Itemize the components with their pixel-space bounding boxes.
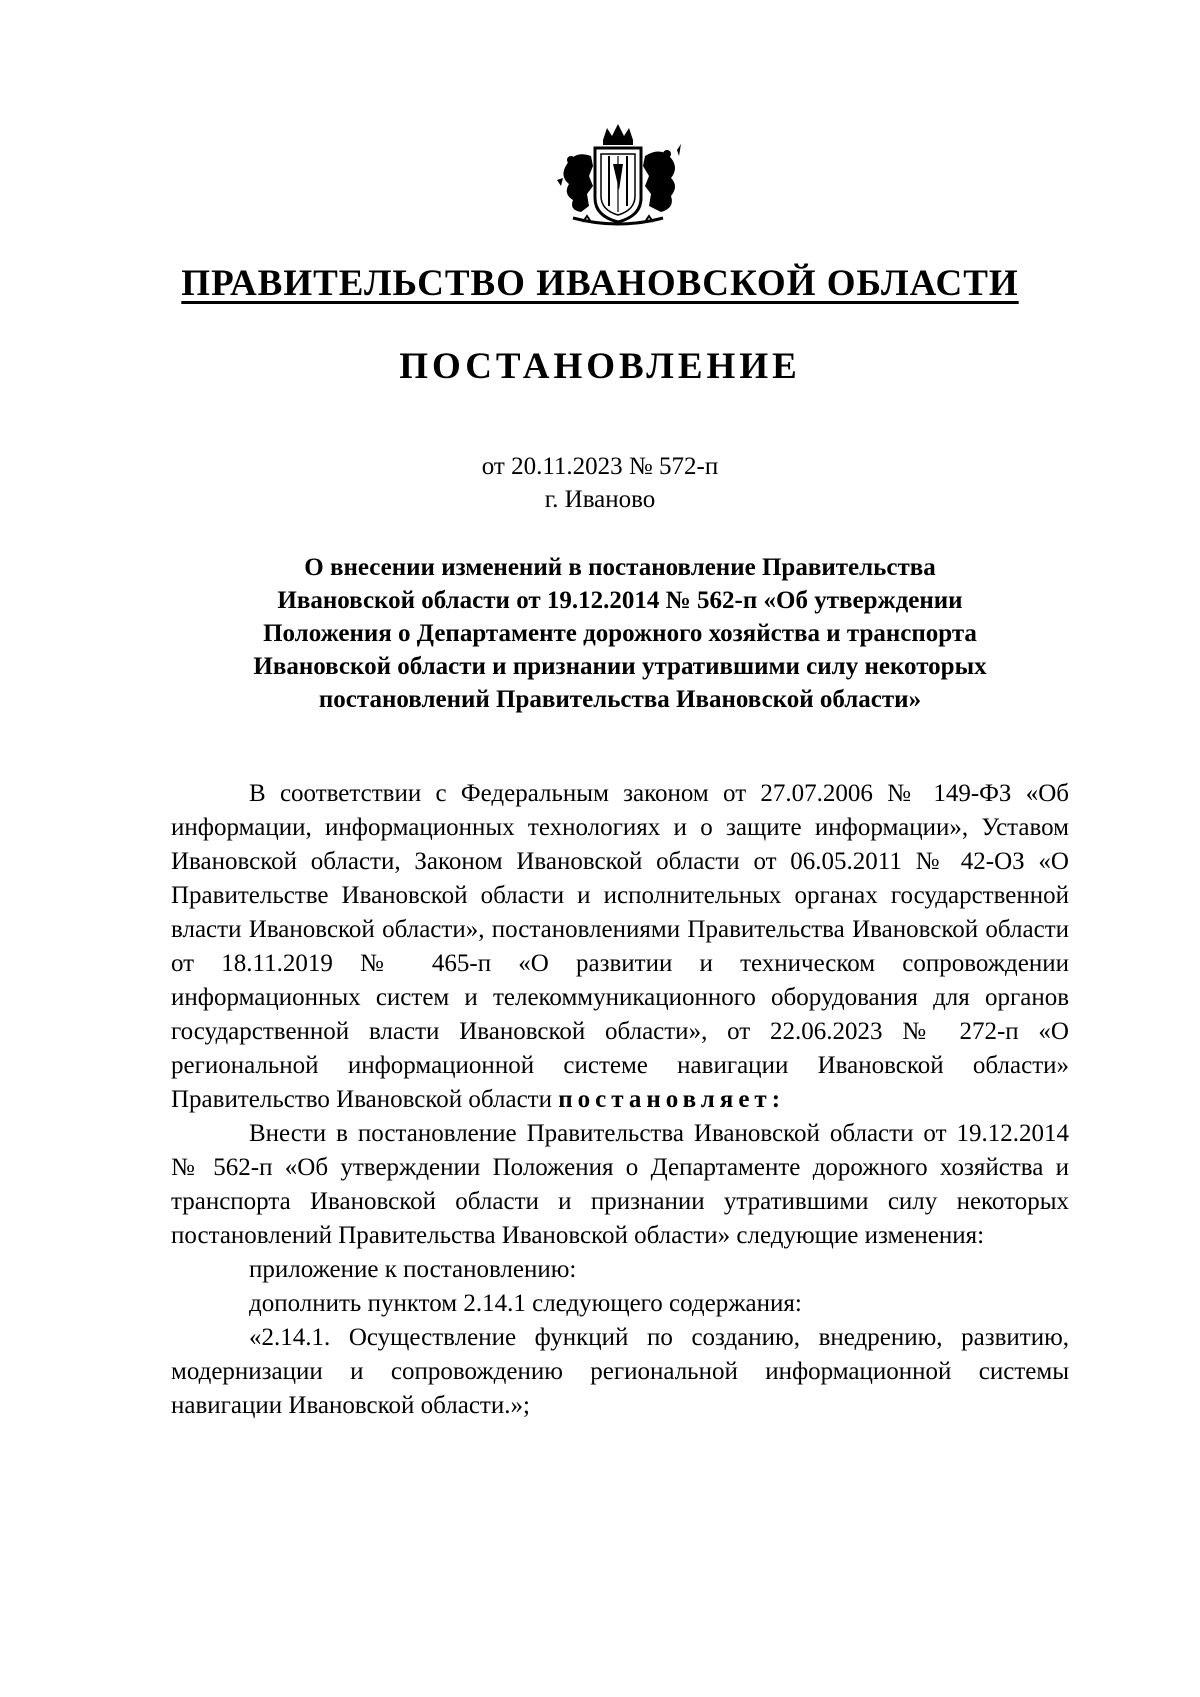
document-type: ПОСТАНОВЛЕНИЕ: [399, 346, 801, 387]
body-paragraph-appendix: приложение к постановлению:: [249, 1256, 577, 1283]
city: г. Иваново: [544, 486, 656, 513]
decree-keyword: постановляет:: [558, 1086, 786, 1113]
body-paragraph-supplement: дополнить пунктом 2.14.1 следующего содержания:: [249, 1290, 802, 1317]
preamble-text: В соответствии с Федеральным законом от 27.07.2006 № 149-ФЗ «Об информации, информационных технологиях и о защите информации», Уставом Ивановской области, Законом Ивановской области от 06.05.2011 № 42-ОЗ «О Правительстве Ивановской области и исполнительных органах государственной власти Ивановской области», постановлениями Правительства Ивановской области от 18.11.2019 № 465-п «О развитии и техническом сопровождении информационных систем и телекоммуникационного оборудования для органов государственной власти Ивановской области», от 22.06.2023 № 272-п «О региональной информационной системе навигации Ивановской области» Правительство Ивановской области: [171, 780, 1069, 1113]
subject-line: Ивановской области от 19.12.2014 № 562-п «Об утверждении: [277, 587, 963, 614]
subject-line: О внесении изменений в постановление Правительства: [304, 554, 936, 581]
organization-title: [0, 262, 1200, 305]
body-paragraph-preamble: [171, 777, 1069, 1117]
subject-line: Ивановской области и признании утратившими силу некоторых: [253, 653, 987, 680]
body-paragraph-new-clause: «2.14.1. Осуществление функций по созданию, внедрению, развитию, модернизации и сопровождению региональной информационной системы навигации Ивановской области.»;: [171, 1324, 1069, 1419]
subject-line: постановлений Правительства Ивановской области»: [318, 686, 922, 713]
document-body: [171, 777, 1069, 1423]
subject-line: Положения о Департаменте дорожного хозяйства и транспорта: [263, 620, 977, 647]
body-paragraph-amendment: Внести в постановление Правительства Ивановской области от 19.12.2014 № 562-п «Об утверждении Положения о Департаменте дорожного хозяйства и транспорта Ивановской области и признании утратившими силу некоторых постановлений Правительства Ивановской области» следующие изменения:: [171, 1120, 1069, 1249]
coat-of-arms-icon: [553, 120, 683, 228]
date-number: от 20.11.2023 № 572-п: [481, 453, 719, 480]
date-number-block: [0, 450, 1200, 516]
document-subject: [160, 551, 1080, 716]
organization-title-text: ПРАВИТЕЛЬСТВО ИВАНОВСКОЙ ОБЛАСТИ: [181, 263, 1019, 304]
